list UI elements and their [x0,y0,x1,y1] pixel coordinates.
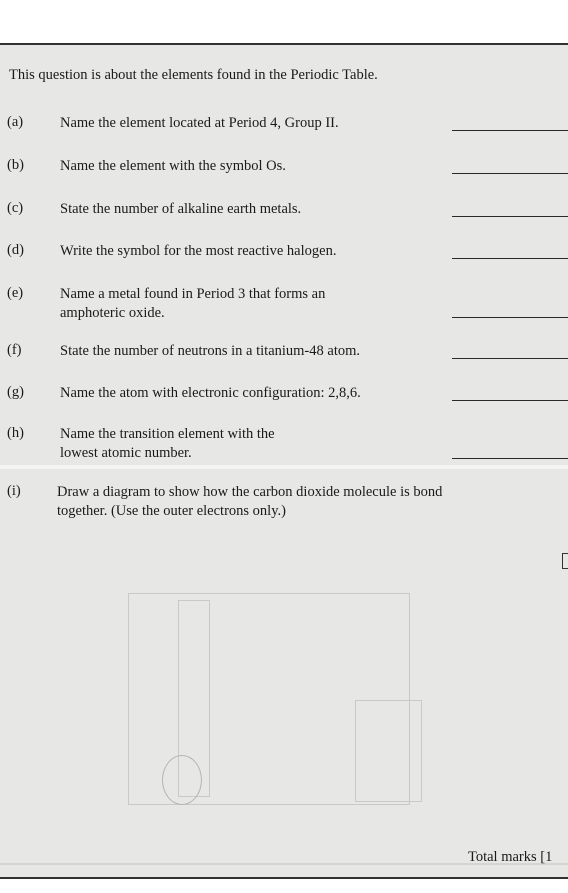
worksheet [0,43,568,879]
answer-line[interactable] [452,358,568,359]
question-text: Name the transition element with the [60,426,275,442]
question-label: (c) [7,200,24,216]
question-text: State the number of alkaline earth metals. [60,201,302,217]
total-marks: Total marks [1 [468,849,553,865]
question-text: Name the element with the symbol Os. [60,158,286,174]
question-text: Write the symbol for the most reactive halogen. [60,243,337,259]
question-text: Name the atom with electronic configuration: 2,8,6. [60,385,361,401]
question-label: (d) [7,242,24,258]
answer-line[interactable] [452,216,568,217]
answer-line[interactable] [452,317,568,318]
question-text: amphoteric oxide. [60,305,165,321]
faint-sketch [355,700,422,802]
answer-line[interactable] [452,173,568,174]
answer-line[interactable] [452,458,568,459]
question-label: (e) [7,285,24,301]
question-intro: This question is about the elements found in the Periodic Table. [9,67,378,83]
answer-line[interactable] [452,400,568,401]
question-label: (h) [7,425,24,441]
answer-line[interactable] [452,130,568,131]
question-text: State the number of neutrons in a titanium-48 atom. [60,343,361,359]
question-label: (a) [7,114,24,130]
section-divider [0,465,568,469]
answer-line[interactable] [452,258,568,259]
marks-box [562,553,568,569]
faint-sketch [162,755,202,805]
question-label: (f) [7,342,22,358]
question-label: (g) [7,384,24,400]
question-text: Name the element located at Period 4, Group II. [60,115,339,131]
question-label: (b) [7,157,24,173]
question-label: (i) [7,483,21,499]
question-text: Draw a diagram to show how the carbon dioxide molecule is bond [57,484,443,500]
question-text: Name a metal found in Period 3 that forms an [60,286,326,302]
question-text: lowest atomic number. [60,445,192,461]
question-text: together. (Use the outer electrons only.) [57,503,286,519]
